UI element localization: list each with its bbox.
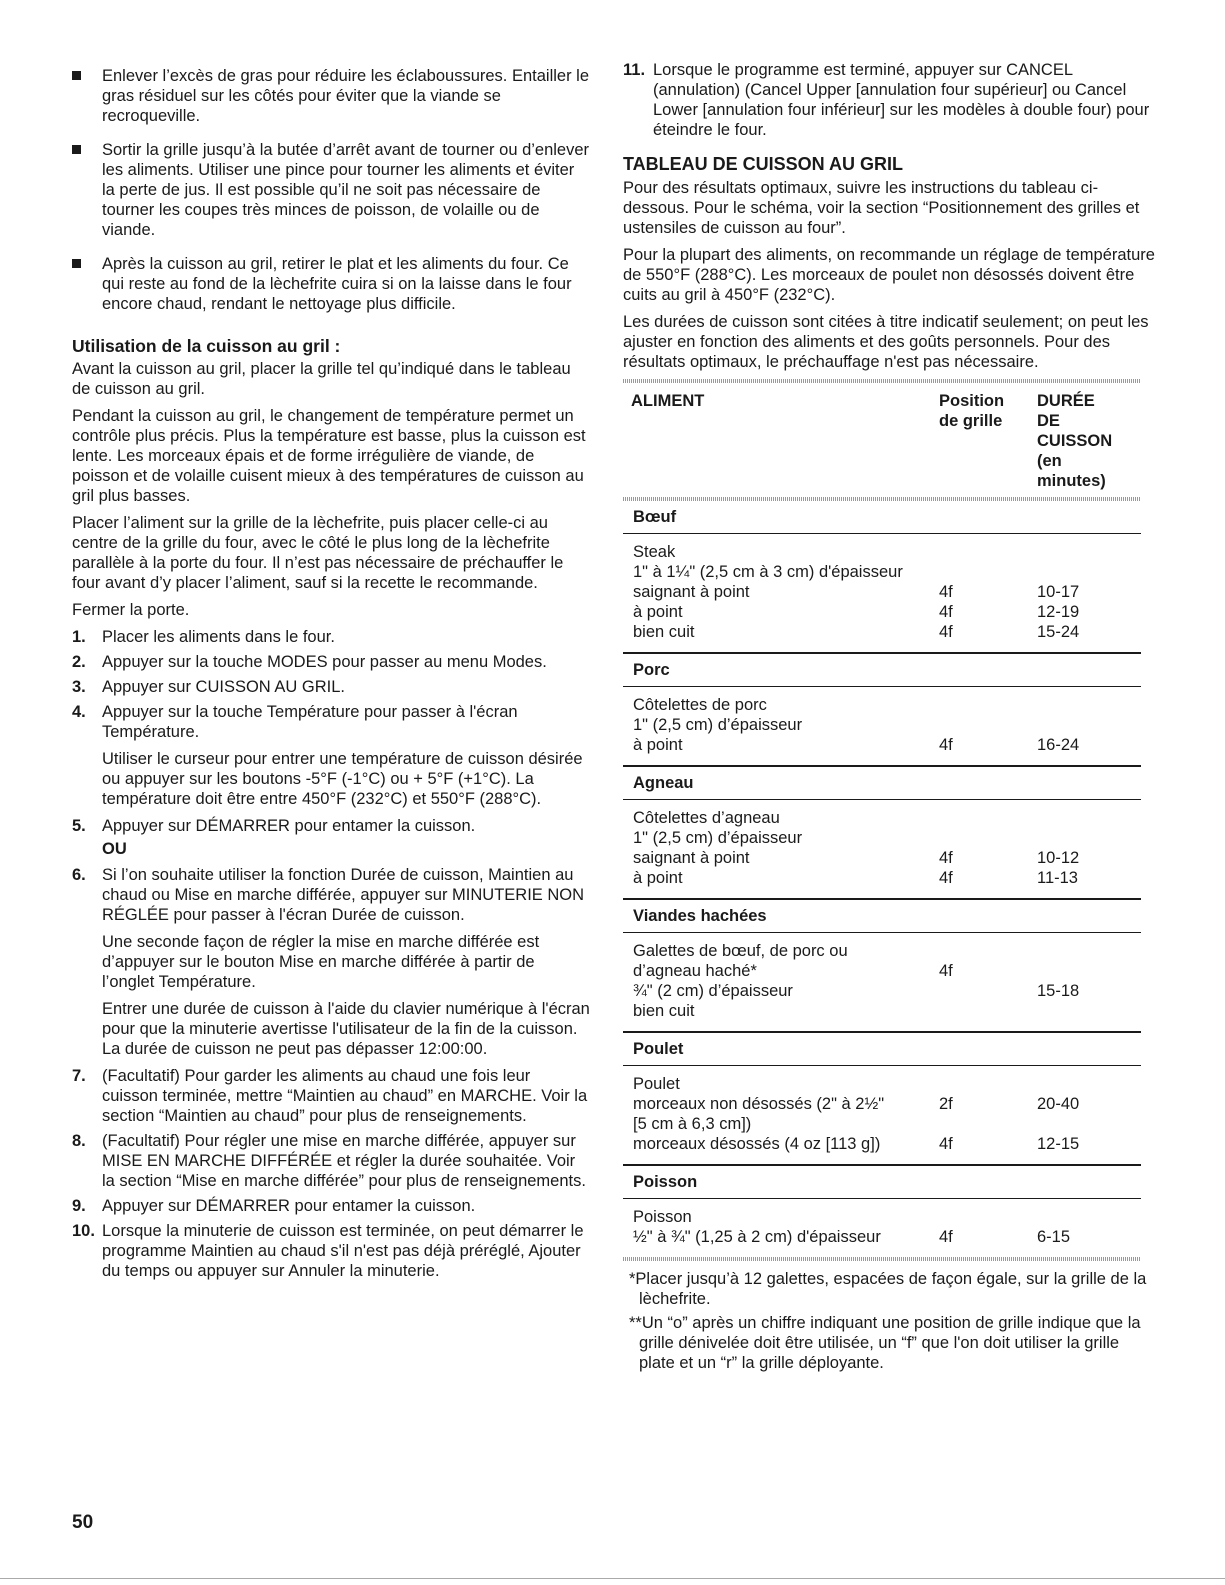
broil-chart-table bbox=[623, 379, 1141, 1261]
footnote: *Placer jusqu’à 12 galettes, espacées de façon égale, sur la grille de la lèchefrite. bbox=[629, 1270, 1147, 1308]
step-item bbox=[72, 1196, 590, 1216]
table-row bbox=[623, 622, 1141, 642]
cook-time-cell: 15-24 bbox=[1037, 623, 1080, 641]
food-cell: saignant à point bbox=[633, 849, 750, 867]
food-cell: ¾" (2 cm) d’épaisseur bbox=[633, 982, 793, 1000]
rack-position-cell bbox=[939, 1001, 1037, 1021]
table-group bbox=[623, 933, 1141, 1031]
cook-time-cell: 12-15 bbox=[1037, 1135, 1080, 1153]
table-header bbox=[623, 383, 1141, 497]
step-number: 1. bbox=[72, 628, 86, 646]
table-group bbox=[623, 1066, 1141, 1164]
cook-time-cell bbox=[1037, 1001, 1141, 1021]
step-detail: Entrer une durée de cuisson à l'aide du clavier numérique à l'écran pour que la minuterie avertisse l'utilisateur de la fin de la cuisson. La durée de cuisson ne peut pas dépasser 12:00:00. bbox=[102, 1000, 590, 1058]
food-cell: saignant à point bbox=[633, 583, 750, 601]
rack-position-cell: 4f bbox=[939, 736, 953, 754]
food-cell: Poulet bbox=[633, 1075, 680, 1093]
header-cook-time bbox=[1037, 391, 1141, 491]
step-detail: Utiliser le curseur pour entrer une température de cuisson désirée ou appuyer sur les boutons -5°F (-1°C) ou + 5°F (+1°C). La température doit être entre 450°F (232°C) et 550°F (288°C). bbox=[102, 750, 583, 808]
cook-time-cell: 16-24 bbox=[1037, 736, 1080, 754]
paragraph: Placer l’aliment sur la grille de la lèchefrite, puis placer celle-ci au centre de la grille du four, avec le côté le plus long de la lèchefrite parallèle à la porte du four. Il n’est pas nécessaire de préchauffer le four avant d’y placer l’aliment, sauf si la recette le recommande. bbox=[72, 514, 564, 592]
table-group bbox=[623, 534, 1141, 652]
table-category: Agneau bbox=[623, 765, 1141, 800]
footnotes bbox=[623, 1269, 1155, 1373]
cook-time-cell bbox=[1037, 961, 1141, 981]
step-text: Appuyer sur CUISSON AU GRIL. bbox=[102, 678, 345, 696]
table-group bbox=[623, 1199, 1141, 1257]
table-row bbox=[623, 715, 1141, 735]
step-item bbox=[72, 1066, 590, 1126]
step-number: 5. bbox=[72, 817, 86, 835]
rack-position-cell bbox=[939, 828, 1037, 848]
step-item bbox=[72, 816, 590, 836]
step-item bbox=[72, 627, 590, 647]
food-cell: Steak bbox=[633, 543, 676, 561]
step-text: Appuyer sur DÉMARRER pour entamer la cuisson. bbox=[102, 1197, 476, 1215]
step-text: Appuyer sur la touche Température pour passer à l'écran Température. bbox=[102, 703, 518, 741]
table-row bbox=[623, 1094, 1141, 1114]
step-text: Placer les aliments dans le four. bbox=[102, 628, 335, 646]
rack-position-cell bbox=[939, 941, 1037, 961]
step-number: 2. bbox=[72, 653, 86, 671]
rack-position-cell bbox=[939, 542, 1037, 562]
step-item bbox=[72, 677, 590, 697]
table-row bbox=[623, 1001, 1141, 1021]
rack-position-cell: 4f bbox=[939, 1135, 953, 1153]
step-number: 6. bbox=[72, 866, 86, 884]
step-number: 8. bbox=[72, 1132, 86, 1150]
step-number: 3. bbox=[72, 678, 86, 696]
table-row bbox=[623, 542, 1141, 562]
table-row bbox=[623, 981, 1141, 1001]
section-heading: Utilisation de la cuisson au gril : bbox=[72, 336, 341, 356]
cook-time-cell bbox=[1037, 941, 1141, 961]
paragraph: Fermer la porte. bbox=[72, 601, 190, 619]
food-cell: à point bbox=[633, 736, 683, 754]
tip-item: Après la cuisson au gril, retirer le plat et les aliments du four. Ce qui reste au fond de la lèchefrite cuira si on la laisse dans le four encore chaud, rendant le nettoyage plus difficile. bbox=[72, 254, 590, 314]
rack-position-cell: 4f bbox=[939, 623, 953, 641]
table-row bbox=[623, 1227, 1141, 1247]
header-line: DURÉE bbox=[1037, 392, 1095, 410]
step-number: 4. bbox=[72, 703, 86, 721]
cook-time-cell bbox=[1037, 1114, 1141, 1134]
rack-position-cell bbox=[939, 1207, 1037, 1227]
paragraph: Pour des résultats optimaux, suivre les instructions du tableau ci-dessous. Pour le schéma, voir la section “Positionnement des grilles et ustensiles de cuisson au four”. bbox=[623, 179, 1140, 237]
paragraph: Avant la cuisson au gril, placer la grille tel qu’indiqué dans le tableau de cuisson au gril. bbox=[72, 360, 571, 398]
cook-time-cell: 10-12 bbox=[1037, 849, 1080, 867]
left-column bbox=[72, 60, 590, 1286]
header-line: Position bbox=[939, 392, 1005, 410]
cook-time-cell bbox=[1037, 1207, 1141, 1227]
steps-list bbox=[72, 627, 590, 836]
rack-position-cell: 2f bbox=[939, 1095, 953, 1113]
step-text: Appuyer sur DÉMARRER pour entamer la cuisson. bbox=[102, 817, 476, 835]
header-rack-position bbox=[939, 391, 1037, 491]
rack-position-cell bbox=[939, 1074, 1037, 1094]
paragraph: Les durées de cuisson sont citées à titre indicatif seulement; on peut les ajuster en fonction des aliments et des goûts personnels. Pour des résultats optimaux, le préchauffage n'est pas nécessaire. bbox=[623, 313, 1149, 371]
cook-time-cell: 11-13 bbox=[1037, 869, 1078, 887]
table-row bbox=[623, 735, 1141, 755]
step-number: 11. bbox=[623, 61, 646, 79]
cook-time-cell bbox=[1037, 808, 1141, 828]
step-detail: Une seconde façon de régler la mise en marche différée est d’appuyer sur le bouton Mise en marche différée à partir de l’onglet Température. bbox=[102, 933, 540, 991]
table-category: Porc bbox=[623, 652, 1141, 687]
cook-time-cell: 15-18 bbox=[1037, 982, 1080, 1000]
table-bottom-rule bbox=[623, 1257, 1141, 1261]
table-row bbox=[623, 1074, 1141, 1094]
step-text: (Facultatif) Pour garder les aliments au chaud une fois leur cuisson terminée, mettre “Maintien au chaud” en MARCHE. Voir la section “Maintien au chaud” pour plus de renseignements. bbox=[102, 1067, 588, 1125]
food-cell: Galettes de bœuf, de porc ou bbox=[633, 942, 848, 960]
header-line: CUISSON bbox=[1037, 432, 1113, 450]
food-cell: Côtelettes de porc bbox=[633, 696, 767, 714]
food-cell: à point bbox=[633, 869, 683, 887]
table-row bbox=[623, 1134, 1141, 1154]
table-row bbox=[623, 562, 1141, 582]
steps-list-2 bbox=[72, 865, 590, 1281]
food-cell: à point bbox=[633, 603, 683, 621]
rack-position-cell: 4f bbox=[939, 962, 953, 980]
paragraph: Pendant la cuisson au gril, le changement de température permet un contrôle plus précis. Plus la température est basse, plus la cuisson est lente. Les morceaux épais et de forme irrégulière de viande, de poisson et de volaille cuisent mieux à des températures de cuisson au gril plus basses. bbox=[72, 407, 586, 505]
cook-time-cell bbox=[1037, 542, 1141, 562]
food-cell: bien cuit bbox=[633, 1002, 695, 1020]
food-cell: [5 cm à 6,3 cm]) bbox=[633, 1115, 752, 1133]
table-category: Bœuf bbox=[623, 501, 1141, 534]
table-row bbox=[623, 602, 1141, 622]
step-text: Appuyer sur la touche MODES pour passer au menu Modes. bbox=[102, 653, 547, 671]
rack-position-cell bbox=[939, 562, 1037, 582]
rack-position-cell bbox=[939, 695, 1037, 715]
table-group bbox=[623, 800, 1141, 898]
step-number: 7. bbox=[72, 1067, 86, 1085]
table-group bbox=[623, 687, 1141, 765]
tip-item: Enlever l’excès de gras pour réduire les éclaboussures. Entailler le gras résiduel sur les côtés pour éviter que la viande se recroqueville. bbox=[72, 66, 590, 126]
rack-position-cell bbox=[939, 715, 1037, 735]
tips-list bbox=[72, 66, 590, 314]
step-item bbox=[72, 652, 590, 672]
rack-position-cell: 4f bbox=[939, 869, 953, 887]
table-row bbox=[623, 1207, 1141, 1227]
cook-time-cell bbox=[1037, 695, 1141, 715]
food-cell: d’agneau haché* bbox=[633, 962, 757, 980]
step-text: Lorsque la minuterie de cuisson est terminée, on peut démarrer le programme Maintien au chaud s'il n'est pas déjà préréglé, Ajouter du temps ou appuyer sur Annuler la minuterie. bbox=[102, 1222, 584, 1280]
cook-time-cell bbox=[1037, 828, 1141, 848]
table-row bbox=[623, 695, 1141, 715]
table-row bbox=[623, 828, 1141, 848]
rack-position-cell: 4f bbox=[939, 849, 953, 867]
table-category: Poulet bbox=[623, 1031, 1141, 1066]
table-row bbox=[623, 941, 1141, 961]
cook-time-cell bbox=[1037, 562, 1141, 582]
right-column bbox=[623, 60, 1155, 1377]
food-cell: morceaux non désossés (2" à 2½" bbox=[633, 1095, 885, 1113]
cook-time-cell: 10-17 bbox=[1037, 583, 1080, 601]
step-item bbox=[72, 1221, 590, 1281]
table-row bbox=[623, 808, 1141, 828]
food-cell: bien cuit bbox=[633, 623, 695, 641]
table-category: Poisson bbox=[623, 1164, 1141, 1199]
table-row bbox=[623, 961, 1141, 981]
rack-position-cell bbox=[939, 808, 1037, 828]
or-label: OU bbox=[102, 840, 127, 858]
food-cell: 1" (2,5 cm) d’épaisseur bbox=[633, 829, 803, 847]
header-food: ALIMENT bbox=[631, 392, 705, 410]
food-cell: morceaux désossés (4 oz [113 g]) bbox=[633, 1135, 881, 1153]
food-cell: Poisson bbox=[633, 1208, 692, 1226]
rack-position-cell bbox=[939, 981, 1037, 1001]
step-text: (Facultatif) Pour régler une mise en marche différée, appuyer sur MISE EN MARCHE DIFFÉRÉE et régler la durée souhaitée. Voir la section “Mise en marche différée” pour plus de renseignements. bbox=[102, 1132, 586, 1190]
footnote: **Un “o” après un chiffre indiquant une position de grille indique que la grille dénivelée doit être utilisée, un “f” que l'on doit utiliser la grille plate et un “r” la grille déployante. bbox=[629, 1314, 1141, 1372]
header-line: DE bbox=[1037, 412, 1060, 430]
step-item bbox=[72, 1131, 590, 1191]
cook-time-cell bbox=[1037, 1074, 1141, 1094]
table-row bbox=[623, 848, 1141, 868]
food-cell: 1" à 1¼" (2,5 cm à 3 cm) d'épaisseur bbox=[633, 563, 903, 581]
step-number: 10. bbox=[72, 1222, 95, 1240]
food-cell: ½" à ¾" (1,25 à 2 cm) d'épaisseur bbox=[633, 1228, 881, 1246]
step-number: 9. bbox=[72, 1197, 86, 1215]
steps-list-3 bbox=[623, 60, 1155, 140]
rack-position-cell bbox=[939, 1114, 1037, 1134]
rack-position-cell: 4f bbox=[939, 1228, 953, 1246]
rack-position-cell: 4f bbox=[939, 603, 953, 621]
cook-time-cell: 20-40 bbox=[1037, 1095, 1080, 1113]
table-row bbox=[623, 582, 1141, 602]
cook-time-cell: 12-19 bbox=[1037, 603, 1080, 621]
step-text: Lorsque le programme est terminé, appuyer sur CANCEL (annulation) (Cancel Upper [annulation four supérieur] ou Cancel Lower [annulation four inférieur] sur les modèles à double four) pour éteindre le four. bbox=[653, 61, 1150, 139]
table-body bbox=[623, 501, 1141, 1257]
paragraph: Pour la plupart des aliments, on recommande un réglage de température de 550°F (288°C). Les morceaux de poulet non désossés doivent être cuits au gril à 450°F (232°C). bbox=[623, 246, 1155, 304]
step-text: Si l’on souhaite utiliser la fonction Durée de cuisson, Maintien au chaud ou Mise en marche différée, appuyer sur MINUTERIE NON RÉGLÉE pour passer à l'écran Durée de cuisson. bbox=[102, 866, 585, 924]
page-number: 50 bbox=[72, 1512, 94, 1533]
cook-time-cell: 6-15 bbox=[1037, 1228, 1071, 1246]
food-cell: Côtelettes d’agneau bbox=[633, 809, 780, 827]
step-item bbox=[623, 60, 1155, 140]
header-line: de grille bbox=[939, 412, 1003, 430]
step-item bbox=[72, 865, 590, 1059]
tip-item: Sortir la grille jusqu’à la butée d’arrêt avant de tourner ou d’enlever les aliments. Utiliser une pince pour tourner les aliments et éviter la perte de jus. Il est possible qu’il ne soit pas nécessaire de tourner les coupes très minces de poisson, de volaille ou de viande. bbox=[72, 140, 590, 240]
food-cell: 1" (2,5 cm) d’épaisseur bbox=[633, 716, 803, 734]
rack-position-cell: 4f bbox=[939, 583, 953, 601]
page-bottom-rule bbox=[0, 1578, 1225, 1579]
header-line: minutes) bbox=[1037, 472, 1106, 490]
table-row bbox=[623, 868, 1141, 888]
cook-time-cell bbox=[1037, 715, 1141, 735]
header-line: (en bbox=[1037, 452, 1062, 470]
step-item bbox=[72, 702, 590, 809]
table-row bbox=[623, 1114, 1141, 1134]
table-category: Viandes hachées bbox=[623, 898, 1141, 933]
table-heading: TABLEAU DE CUISSON AU GRIL bbox=[623, 154, 904, 174]
